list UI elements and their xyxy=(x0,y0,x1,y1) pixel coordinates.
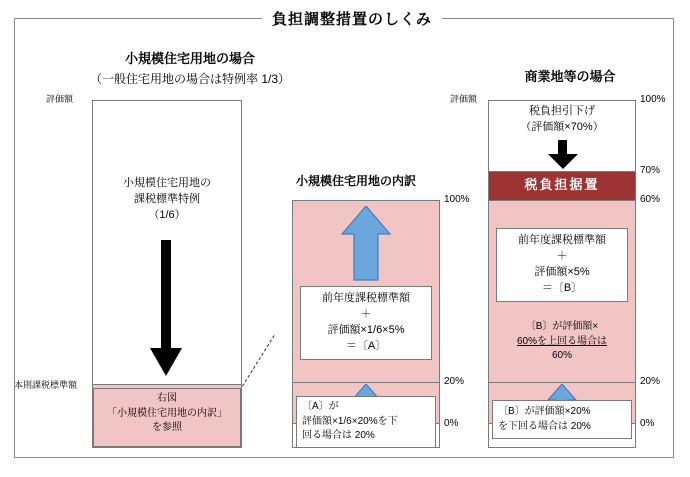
left-middle-line1: 小規模住宅用地の xyxy=(123,177,211,189)
blue-up-arrow-center-top xyxy=(340,206,392,282)
right-divider-20 xyxy=(488,382,636,383)
page-title: 負担調整措置のしくみ xyxy=(262,8,442,29)
right-tick-100: 100% xyxy=(640,94,666,105)
right-note-line1: 〔B〕が評価額× xyxy=(525,321,599,332)
right-box-line1: 前年度課税標準額 xyxy=(518,234,606,246)
right-note-line3: 60% xyxy=(551,350,572,361)
center-box-line2: ＋ xyxy=(360,307,372,320)
right-top-note xyxy=(488,104,636,136)
center-divider-20 xyxy=(292,382,440,383)
left-column-divider xyxy=(92,384,242,385)
center-panel-heading: 小規模住宅用地の内訳 xyxy=(295,174,416,188)
center-tick-100: 100% xyxy=(444,194,470,205)
right-box-line4: ＝〔B〕 xyxy=(541,281,583,294)
right-box-line3: 評価額×5% xyxy=(534,265,590,278)
center-box-line3: 評価額×1/6×5% xyxy=(327,323,405,336)
right-tick-60: 60% xyxy=(640,194,661,205)
right-divider-60 xyxy=(488,200,636,201)
right-formula-box xyxy=(496,228,628,302)
right-bottom-line2: を下回る場合は 20% xyxy=(498,420,591,432)
right-box-line2: ＋ xyxy=(556,249,568,262)
center-box-line4: ＝〔A〕 xyxy=(345,339,387,352)
left-middle-line3: （1/6） xyxy=(148,208,186,221)
left-middle-line2: 課税標準特例 xyxy=(134,192,200,205)
left-bottom-line1: 右図 xyxy=(157,393,177,404)
left-axis-top-label: 評価額 xyxy=(46,94,74,104)
right-note-text xyxy=(488,320,636,364)
black-down-arrow-left xyxy=(148,240,186,380)
right-bottom-line1: 〔B〕が評価額×20% xyxy=(498,406,591,417)
left-bottom-line2: 「小規模住宅用地の内訳」 xyxy=(107,407,227,419)
center-tick-0: 0% xyxy=(444,418,459,429)
right-band-label: 税負担据置 xyxy=(524,177,600,192)
center-box-line1: 前年度課税標準額 xyxy=(322,292,410,304)
center-tick-20: 20% xyxy=(444,376,465,387)
right-tick-0: 0% xyxy=(640,418,655,429)
right-tick-70: 70% xyxy=(640,165,661,176)
center-bottom-line3: 回る場合は 20% xyxy=(302,430,375,441)
right-divider-70 xyxy=(488,171,636,172)
center-bottom-note-box xyxy=(296,396,436,448)
right-bottom-note-box xyxy=(492,400,632,439)
black-down-arrow-right xyxy=(546,140,580,170)
center-formula-box xyxy=(300,286,432,360)
right-note-line2: 60%を上回る場合は xyxy=(516,335,607,347)
left-axis-bottom-label: 本則課税標準額 xyxy=(14,380,78,390)
left-panel-heading: 小規模住宅用地の場合 xyxy=(124,51,255,66)
right-panel-heading: 商業地等の場合 xyxy=(524,69,616,84)
left-bottom-note xyxy=(94,392,240,436)
left-middle-text xyxy=(92,176,242,224)
left-panel-subheading: （一般住宅用地の場合は特例率 1/3） xyxy=(89,72,291,86)
right-tick-20: 20% xyxy=(640,376,661,387)
center-bottom-line2: 評価額×1/6×20%を下 xyxy=(302,415,398,427)
center-bottom-line1: 〔A〕が xyxy=(302,401,339,412)
right-axis-label: 評価額 xyxy=(450,94,478,104)
right-top-line1: 税負担引下げ xyxy=(529,105,595,117)
left-bottom-line3: を参照 xyxy=(152,422,182,433)
right-top-line2: （評価額×70%） xyxy=(520,120,604,133)
